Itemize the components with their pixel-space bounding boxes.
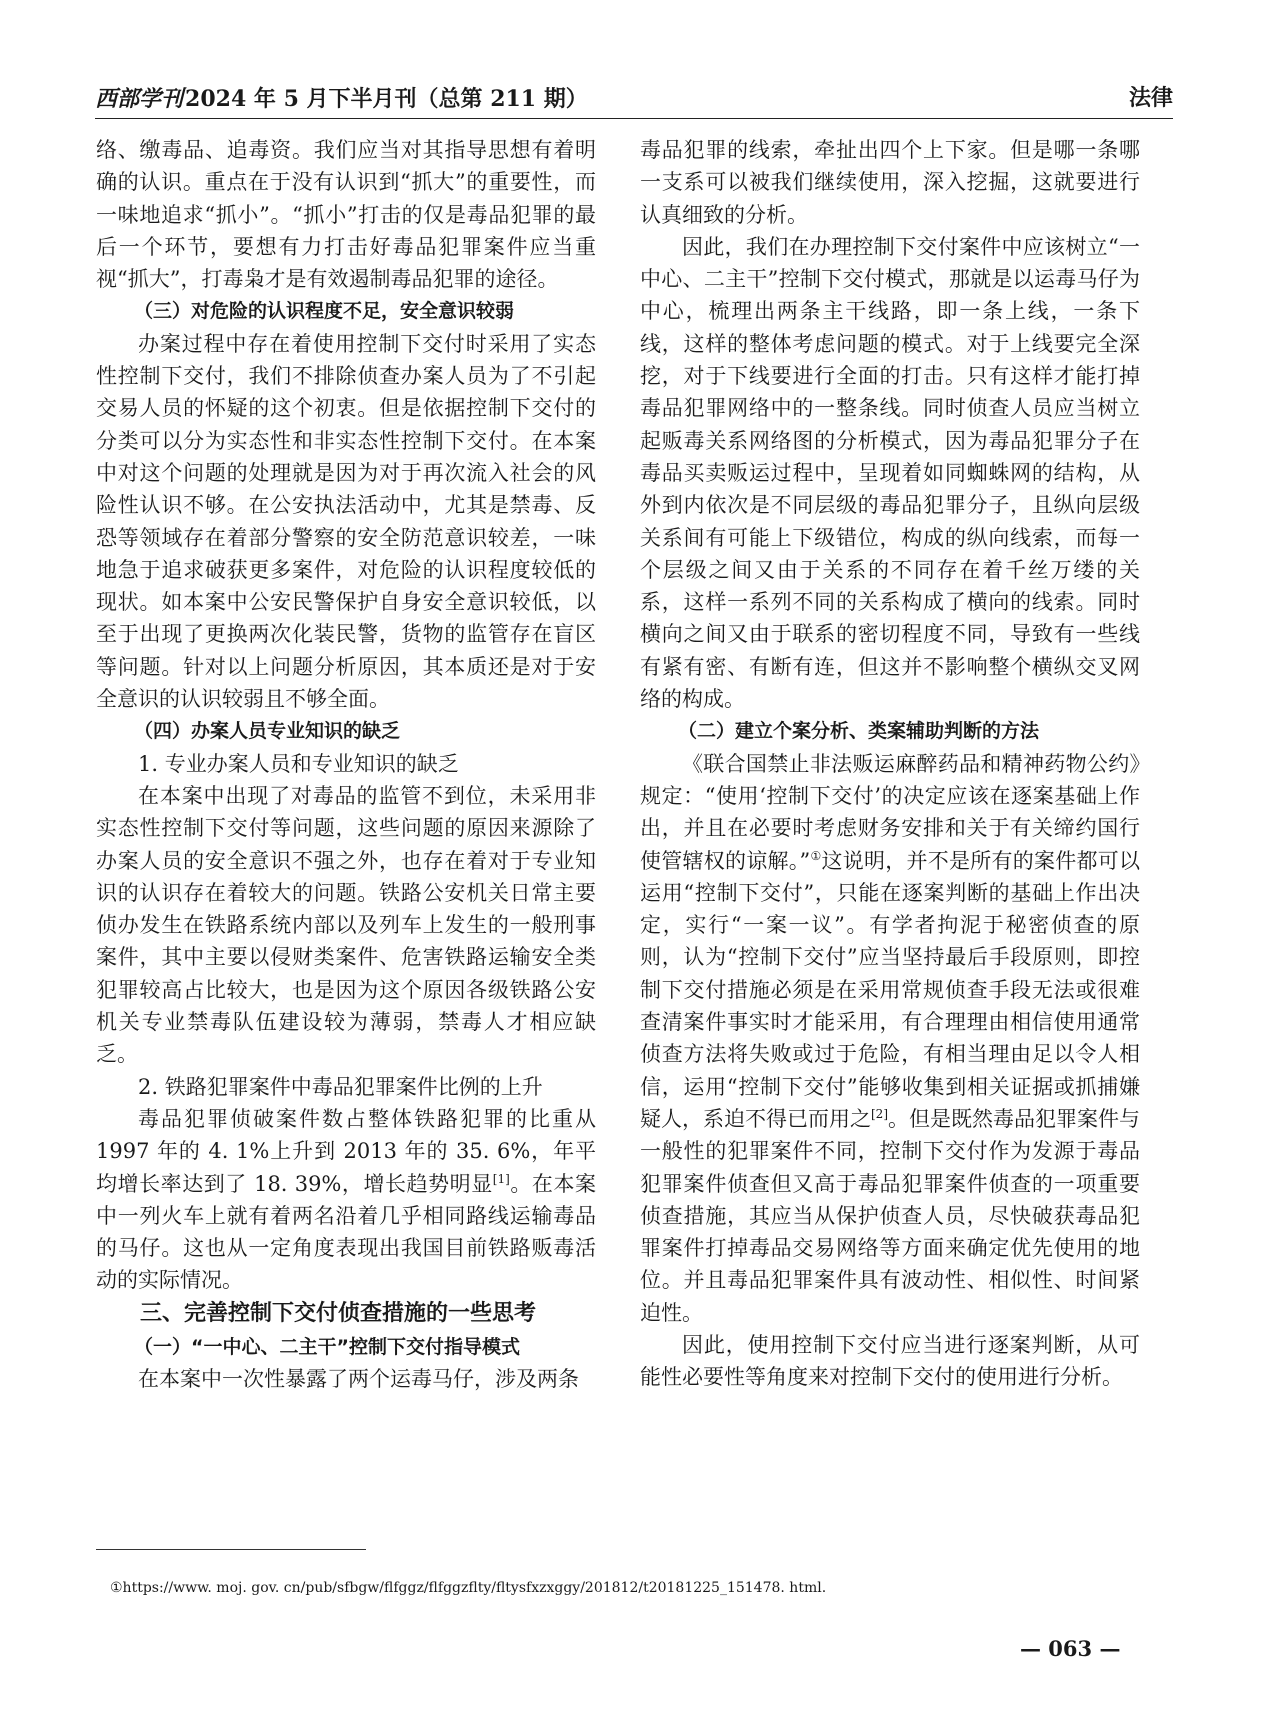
- footnote-ref: ①: [810, 848, 822, 863]
- page-number: — 063 —: [1020, 1636, 1121, 1661]
- text-run: 。在本案中一列火车上就有着两名沿着几乎相同路线运输毒品的马仔。这也从一定角度表现出我国目前铁路贩毒活动的实际情况。: [96, 1171, 596, 1293]
- footnote: ①https://www. moj. gov. cn/pub/sfbgw/flfggz/flfggzflty/fltysfxzxggy/201812/t20181225_151478. html.: [110, 1580, 827, 1596]
- paragraph: 因此，使用控制下交付应当进行逐案判断，从可能性必要性等角度来对控制下交付的使用进行分析。: [640, 1332, 1140, 1390]
- left-column: [96, 134, 596, 1395]
- right-column: [640, 134, 1140, 1394]
- paragraph: 在本案中一次性暴露了两个运毒马仔，涉及两条: [138, 1366, 579, 1391]
- sub-heading-1: 1. 专业办案人员和专业知识的缺乏: [138, 751, 459, 776]
- paragraph: 络、缴毒品、追毒资。我们应当对其指导思想有着明确的认识。重点在于没有认识到“抓大”的重要性，而一味地追求“抓小”。“抓小”打击的仅是毒品犯罪的最后一个环节，要想有力打击好毒品犯罪案件应当重视“抓大”，打毒枭才是有效遏制毒品犯罪的途径。: [96, 138, 596, 292]
- citation-ref: [1]: [492, 1171, 510, 1186]
- subsection-heading-1: （一）“一中心、二主干”控制下交付指导模式: [134, 1335, 520, 1358]
- issue-label: 2024 年 5 月下半月刊（总第 211 期）: [185, 86, 588, 112]
- paragraph: 办案过程中存在着使用控制下交付时采用了实态性控制下交付，我们不排除侦查办案人员为了不引起交易人员的怀疑的这个初衷。但是依据控制下交付的分类可以分为实态性和非实态性控制下交付。在本案中对这个问题的处理就是因为对于再次流入社会的风险性认识不够。在公安执法活动中，尤其是禁毒、反恐等领域存在着部分警察的安全防范意识较差，一味地急于追求破获更多案件，对危险的认识程度较低的现状。如本案中公安民警保护自身安全意识较低，以至于出现了更换两次化装民警，货物的监管存在盲区等问题。针对以上问题分析原因，其本质还是对于安全意识的认识较弱且不够全面。: [96, 331, 596, 712]
- paragraph: 因此，我们在办理控制下交付案件中应该树立“一中心、二主干”控制下交付模式，那就是以运毒马仔为中心，梳理出两条主干线路，即一条上线，一条下线，这样的整体考虑问题的模式。对于上线要完全深挖，对于下线要进行全面的打击。只有这样才能打掉毒品犯罪网络中的一整条线。同时侦查人员应当树立起贩毒关系网络图的分析模式，因为毒品犯罪分子在毒品买卖贩运过程中，呈现着如同蜘蛛网的结构，从外到内依次是不同层级的毒品犯罪分子，且纵向层级关系间有可能上下级错位，构成的纵向线索，而每一个层级之间又由于关系的不同存在着千丝万缕的关系，这样一系列不同的关系构成了横向的线索。同时横向之间又由于联系的密切程度不同，导致有一些线有紧有密、有断有连，但这并不影响整个横纵交叉网络的构成。: [640, 234, 1140, 712]
- subsection-heading-2: （二）建立个案分析、类案辅助判断的方法: [678, 720, 1040, 743]
- footnote-rule: [96, 1549, 366, 1550]
- paragraph: [96, 1103, 596, 1297]
- subsection-heading-3: （三）对危险的认识程度不足，安全意识较弱: [134, 300, 515, 323]
- journal-issue-line: [95, 84, 588, 114]
- paragraph: [640, 748, 1140, 1329]
- text-run: 《联合国禁止非法贩运麻醉药品和精神药物公约》规定：“使用‘控制下交付’的决定应该在逐案基础上作出，并且在必要时考虑财务安排和关于有关缔约国行使管辖权的谅解。”: [640, 751, 1140, 873]
- text-run: 。但是既然毒品犯罪案件与一般性的犯罪案件不同，控制下交付作为发源于毒品犯罪案件侦查但又高于毒品犯罪案件侦查的一项重要侦查措施，其应当从保护侦查人员，尽快破获毒品犯罪案件打掉毒品交易网络等方面来确定优先使用的地位。并且毒品犯罪案件具有波动性、相似性、时间紧迫性。: [640, 1106, 1140, 1325]
- text-run: 毒品犯罪侦破案件数占整体铁路犯罪的比重从 1997 年的 4. 1%上升到 2013 年的 35. 6%，年平均增长率达到了 18. 39%，增长趋势明显: [96, 1106, 596, 1196]
- sub-heading-2: 2. 铁路犯罪案件中毒品犯罪案件比例的上升: [138, 1074, 543, 1099]
- section-label: 法律: [1128, 86, 1173, 111]
- section-heading: 三、完善控制下交付侦查措施的一些思考: [140, 1300, 537, 1326]
- header-rule: [95, 118, 1173, 119]
- text-run: 这说明，并不是所有的案件都可以运用“控制下交付”，只能在逐案判断的基础上作出决定，实行“一案一议”。有学者拘泥于秘密侦查的原则，认为“控制下交付”应当坚持最后手段原则，即控制下交付措施必须是在采用常规侦查手段无法或很难查清案件事实时才能采用，有合理理由相信使用通常侦查方法将失败或过于危险，有相当理由足以令人相信，运用“控制下交付”能够收集到相关证据或抓捕嫌疑人，系迫不得已而用之: [640, 848, 1140, 1131]
- citation-ref: [2]: [871, 1106, 888, 1121]
- subsection-heading-4: （四）办案人员专业知识的缺乏: [134, 720, 401, 743]
- running-header: [95, 84, 1173, 120]
- journal-logo: 西部学刊: [95, 86, 184, 112]
- paragraph: 毒品犯罪的线索，牵扯出四个上下家。但是哪一条哪一支系可以被我们继续使用，深入挖掘，这就要进行认真细致的分析。: [640, 138, 1140, 227]
- paragraph: 在本案中出现了对毒品的监管不到位，未采用非实态性控制下交付等问题，这些问题的原因来源除了办案人员的安全意识不强之外，也存在着对于专业知识的认识存在着较大的问题。铁路公安机关日常主要侦办发生在铁路系统内部以及列车上发生的一般刑事案件，其中主要以侵财类案件、危害铁路运输安全类犯罪较高占比较大，也是因为这个原因各级铁路公安机关专业禁毒队伍建设较为薄弱，禁毒人才相应缺乏。: [96, 783, 596, 1067]
